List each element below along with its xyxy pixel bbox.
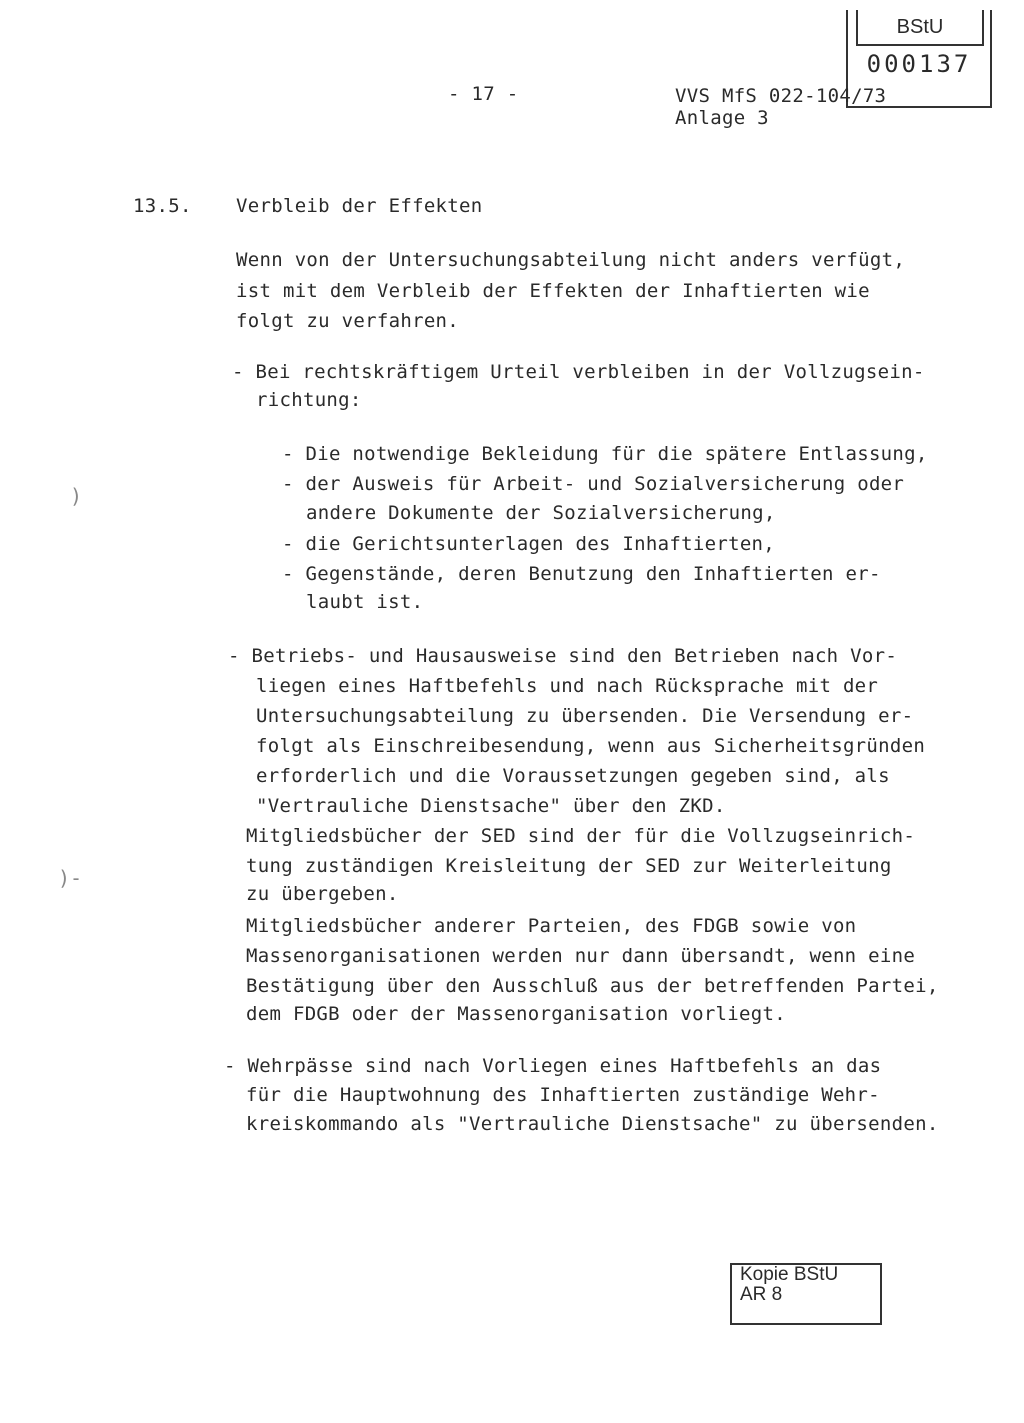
bullet2-line: Massenorganisationen werden nur dann übersandt, wenn eine: [246, 945, 916, 967]
punch-hole-mark: )-: [58, 866, 83, 890]
bullet1-subitem: - der Ausweis für Arbeit- und Sozialversicherung oder: [282, 473, 905, 495]
intro-line: ist mit dem Verbleib der Effekten der Inhaftierten wie: [236, 280, 870, 302]
bullet2-line: folgt als Einschreibesendung, wenn aus Sicherheitsgründen: [256, 735, 926, 757]
bullet1-line: - Bei rechtskräftigem Urteil verbleiben in der Vollzugsein-: [232, 361, 925, 383]
document-reference: VVS MfS 022-104/73: [675, 85, 887, 107]
bullet3-line: kreiskommando als "Vertrauliche Dienstsache" zu übersenden.: [246, 1113, 939, 1135]
kopie-stamp-line2: AR 8: [740, 1284, 783, 1305]
bullet2-line: tung zuständigen Kreisleitung der SED zur Weiterleitung: [246, 855, 892, 877]
bullet2-line: dem FDGB oder der Massenorganisation vorliegt.: [246, 1003, 786, 1025]
intro-line: folgt zu verfahren.: [236, 310, 460, 332]
attachment-label: Anlage 3: [675, 107, 769, 129]
bullet1-subitem: - Gegenstände, deren Benutzung den Inhaftierten er-: [282, 563, 881, 585]
page-number: - 17 -: [448, 83, 519, 105]
punch-hole-mark: ): [70, 484, 83, 508]
bullet2-line: liegen eines Haftbefehls und nach Rücksprache mit der: [256, 675, 879, 697]
bullet2-line: Bestätigung über den Ausschluß aus der betreffenden Partei,: [246, 975, 939, 997]
section-title: Verbleib der Effekten: [236, 195, 483, 217]
bullet2-line: - Betriebs- und Hausausweise sind den Betrieben nach Vor-: [228, 645, 898, 667]
bullet1-line: richtung:: [256, 389, 362, 411]
bullet2-line: erforderlich und die Voraussetzungen gegeben sind, als: [256, 765, 890, 787]
bullet1-subitem: - die Gerichtsunterlagen des Inhaftierten,: [282, 533, 776, 555]
bullet2-line: Mitgliedsbücher der SED sind der für die Vollzugseinrich-: [246, 825, 916, 847]
kopie-bstu-stamp: [730, 1263, 882, 1325]
bullet2-line: zu übergeben.: [246, 883, 399, 905]
bullet2-line: Untersuchungsabteilung zu übersenden. Die Versendung er-: [256, 705, 914, 727]
bstu-stamp-number: 000137: [866, 50, 972, 78]
bullet2-line: Mitgliedsbücher anderer Parteien, des FDGB sowie von: [246, 915, 857, 937]
bullet1-subitem: andere Dokumente der Sozialversicherung,: [306, 502, 776, 524]
bullet3-line: - Wehrpässe sind nach Vorliegen eines Haftbefehls an das: [224, 1055, 882, 1077]
bullet1-subitem: laubt ist.: [306, 591, 424, 613]
bullet1-subitem: - Die notwendige Bekleidung für die spätere Entlassung,: [282, 443, 928, 465]
intro-line: Wenn von der Untersuchungsabteilung nicht anders verfügt,: [236, 249, 906, 271]
bullet2-line: "Vertrauliche Dienstsache" über den ZKD.: [256, 795, 726, 817]
bstu-stamp-label: BStU: [856, 10, 984, 46]
kopie-stamp-line1: Kopie BStU: [740, 1264, 839, 1285]
section-number: 13.5.: [133, 195, 192, 217]
bullet3-line: für die Hauptwohnung des Inhaftierten zuständige Wehr-: [246, 1084, 880, 1106]
